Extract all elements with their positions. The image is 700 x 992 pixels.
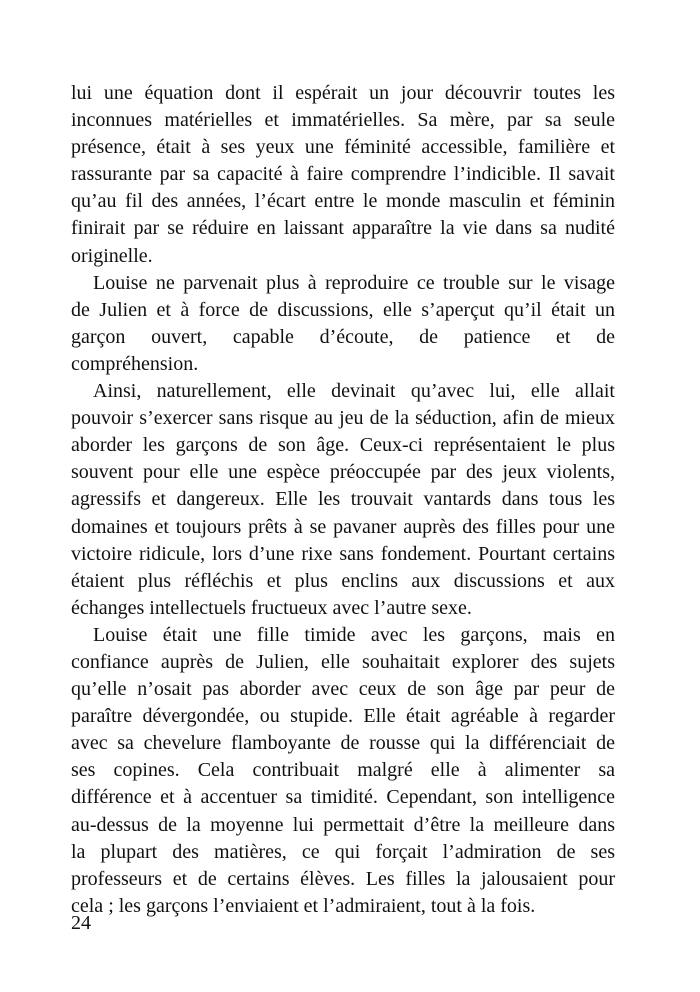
paragraph [71,80,615,270]
text-line: au-dessus de la moyenne lui permettait d’être la meilleure dans [71,813,615,836]
text-line: différence et à accentuer sa timidité. Cependant, son intelligence [71,786,615,809]
text-line: cela ; les garçons l’enviaient et l’admiraient, tout à la fois. [71,894,536,917]
text-line: victoire ridicule, lors d’une rixe sans fondement. Pourtant certains [71,542,615,565]
text-line: domaines et toujours prêts à se pavaner auprès des filles pour une [71,515,615,538]
text-line: avec sa chevelure flamboyante de rousse qui la différenciait de [71,732,615,755]
text-line: échanges intellectuels fructueux avec l’autre sexe. [71,596,472,619]
text-line: compréhension. [71,352,199,375]
text-line: étaient plus réfléchis et plus enclins aux discussions et aux [71,569,615,592]
page-body [71,80,615,920]
text-line: aborder les garçons de son âge. Ceux-ci représentaient le plus [71,434,615,457]
text-line: originelle. [71,244,153,267]
text-line: de Julien et à force de discussions, elle s’aperçut qu’il était un [71,298,615,321]
text-line: professeurs et de certains élèves. Les filles la jalousaient pour [71,867,615,890]
text-line: la plupart des matières, ce qui forçait l’admiration de ses [71,840,615,863]
text-line: paraître dévergondée, ou stupide. Elle était agréable à regarder [71,705,615,728]
text-line: qu’au fil des années, l’écart entre le monde masculin et féminin [71,190,615,213]
paragraph [71,378,615,622]
text-line: présence, était à ses yeux une féminité accessible, familière et [71,136,615,159]
text-line: finirait par se réduire en laissant apparaître la vie dans sa nudité [71,217,615,240]
paragraph [71,270,615,378]
text-line: confiance auprès de Julien, elle souhaitait explorer des sujets [71,650,615,673]
text-line: Louise ne parvenait plus à reproduire ce trouble sur le visage [93,271,615,294]
text-line: rassurante par sa capacité à faire comprendre l’indicible. Il savait [71,163,615,186]
text-line: pouvoir s’exercer sans risque au jeu de la séduction, afin de mieux [71,407,615,430]
text-line: inconnues matérielles et immatérielles. Sa mère, par sa seule [71,109,615,132]
text-line: Louise était une fille timide avec les garçons, mais en [93,623,615,646]
text-line: garçon ouvert, capable d’écoute, de patience et de [71,325,615,348]
page-number: 24 [71,912,91,934]
text-line: agressifs et dangereux. Elle les trouvait vantards dans tous les [71,488,615,511]
paragraph [71,622,615,920]
text-line: qu’elle n’osait pas aborder avec ceux de son âge par peur de [71,678,615,701]
text-line: lui une équation dont il espérait un jour découvrir toutes les [71,82,615,104]
text-line: ses copines. Cela contribuait malgré elle à alimenter sa [71,759,615,782]
text-line: Ainsi, naturellement, elle devinait qu’avec lui, elle allait [93,380,615,403]
text-line: souvent pour elle une espèce préoccupée par des jeux violents, [71,461,615,484]
